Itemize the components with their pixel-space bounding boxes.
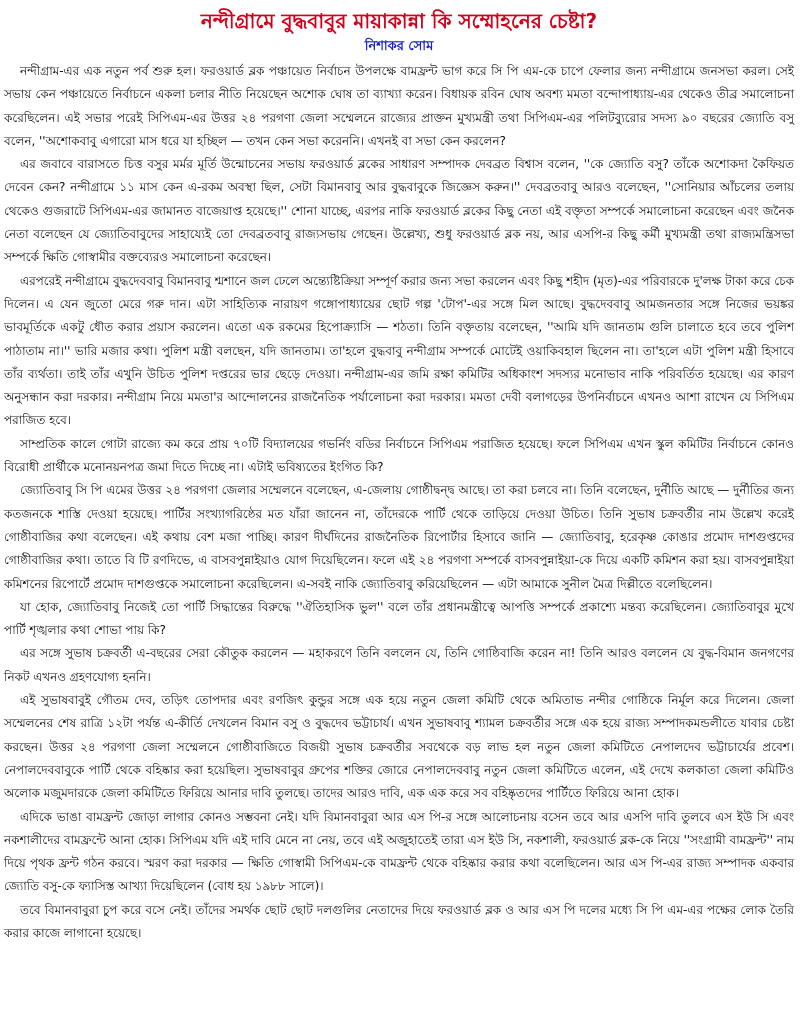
article-title: নন্দীগ্রামে বুদ্ধবাবুর মায়াকান্না কি সম্মোহনের চেষ্টা? [200,9,598,33]
article-paragraph: জ্যোতিবাবু সি পি এমের উত্তর ২৪ পরগণা জেলার সম্মেলনে বলেছেন, এ-জেলায় গোষ্ঠীদ্বন্দ্ব আছে। তা করা চলবে না। তিনি বলেছেন, দুর্নীতি আছে — দুর্নীতির জন্য কতজনকে শাস্তি দেওয়া হয়েছে। পার্টির সংখ্যাগরিষ্ঠের মত যাঁরা জানেন না, তাঁদেরকে পার্টি থেকে তাড়িয়ে দেওয়া উচিত। তিনি সুভাষ চক্রবর্তীর নাম উল্লেখ করেই গোষ্ঠীবাজির কথা বলেছেন। এই কথায় বেশ মজা পাচ্ছি। কারণ দীর্ঘদিনের রাজনৈতিক রিপোর্টার হিসাবে জানি — জ্যোতিবাবু, হরেকৃষ্ণ কোঙার প্রমোদ দাশগুপ্তদের গোষ্ঠীবাজির কথা। তাতে বি টি রণদিভে, এ বাসবপুন্নাইয়াও যোগ দিয়েছিলেন। ফলে এই ২৪ পরগণা সম্পর্কে বাসবপুন্নাইয়া-কে দিয়ে একটি কমিশন করা হয়। বাসবপুন্নাইয়া কমিশনের রিপোর্টে প্রমোদ দাশগুপ্তকে সমালোচনা করেছিলেন। এ-সবই নাকি জ্যোতিবাবু করিয়েছিলেন — এটা আমাকে সুনীল মৈত্র দিল্লীতে বলেছিলেন। [4,483,794,591]
article-body [4,60,794,945]
article-paragraph: এই সুভাষবাবুই গৌতম দেব, তড়িৎ তোপদার এবং রণজিৎ কুন্ডুর সঙ্গে এক হয়ে নতুন জেলা কমিটি থেকে অমিতাভ নন্দীর গোষ্ঠিকে নির্মূল করে দিলেন। জেলা সম্মেলনের শেষ রাত্রি ১২টা পর্যন্ত এ-কীর্তি দেখলেন বিমান বসু ও বুদ্ধদেব ভট্টাচার্য। এখন সুভাষবাবু শ্যামল চক্রবর্তীর সঙ্গে এক হয়ে রাজ্য সম্পাদকমন্ডলীতে যাবার চেষ্টা করছেন। উত্তর ২৪ পরগণা জেলা সম্মেলনে গোষ্ঠীবাজিতে বিজয়ী সুভাষ চক্রবর্তীর সবথেকে বড় লাভ হল নতুন জেলা কমিটিতে নেপালদেব ভট্টাচার্যের প্রবেশ। নেপালদেববাবুকে পার্টি থেকে বহিষ্কার করা হয়েছিল। সুভাষবাবুর গ্রুপের শক্তির জোরে নেপালদেববাবু নতুন জেলা কমিটিতে এলেন, এই দেখে কলকাতা জেলা কমিটিও অলোক মজুমদারকে জেলা কমিটিতে ফিরিয়ে আনার দাবি তুলছে। তাদের আরও দাবি, এক এক করে সব বহিষ্কৃতদের পার্টিতে ফিরিয়ে আনা হোক। [4,693,794,801]
article-author: নিশাকর সোম [364,39,434,54]
article-paragraph: নন্দীগ্রাম-এর এক নতুন পর্ব শুরু হল। ফরওয়ার্ড ব্লক পঞ্চায়েত নির্বাচন উপলক্ষে বামফ্রন্ট ভাগ করে সি পি এম-কে চাপে ফেলার জন্য নন্দীগ্রামে জনসভা করল। সেই সভায় কেন পঞ্চায়েতে নির্বাচনে একলা চলার নীতি নিয়েছেন অশোক ঘোষ তা ব্যাখ্যা করেন। বিধায়ক রবিন ঘোষ অবশ্য মমতা বন্দোপাধ্যায়-এর থেকেও তীব্র সমালোচনা করেছিলেন। এই সভার পরেই সিপিএম-এর উত্তর ২৪ পরগণা জেলা সম্মেলনে রাজ্যের প্রাক্তন মুখ্যমন্ত্রী তথা সিপিএম-এর পলিটব্যুরোর সদস্য ৯০ বছরের জ্যোতি বসু বলেন, ''অশোকবাবু এগারো মাস ধরে যা হচ্ছিল — তখন কেন সভা করেননি। এখনই বা সভা কেন করলেন? [4,64,794,148]
article-paragraph: এর জবাবে বারাসতে চিত্ত বসুর মর্মর মূর্তি উন্মোচনের সভায় ফরওয়ার্ড ব্লকের সাধারণ সম্পাদক দেবব্রত বিশ্বাস বলেন, ''কে জ্যোতি বসু? তাঁকে অশোকদা কৈফিয়ত দেবেন কেন? নন্দীগ্রামে ১১ মাস কেন এ-রকম অবস্থা ছিল, সেটা বিমানবাবু আর বুদ্ধবাবুকে জিজ্ঞেস করুন।'' দেবব্রতবাবু আরও বলেছেন, ''সোনিয়ার আঁচলের তলায় থেকেও গুজরাটে সিপিএম-এর জামানত বাজেয়াপ্ত হয়েছে।'' শোনা যাচ্ছে, এরপর নাকি ফরওয়ার্ড ব্লকের কিছু নেতা এই বক্তৃতা সম্পর্কে সমালোচনা করেছেন এবং জনৈক নেতা বলেছেন যে জ্যোতিবাবুদের সাহায্যেই তো দেবব্রতবাবু রাজ্যসভায় গেছেন। উল্লেখ্য, শুধু ফরওয়ার্ড ব্লক নয়, আর এসপি-র কিছু কর্মী মুখ্যমন্ত্রী তথা রাজ্যমন্ত্রিসভা সম্পর্কে ক্ষিতি গোস্বামীর বক্তব্যেরও সমালোচনা করেছেন। [4,157,794,265]
article-paragraph: তবে বিমানবাবুরা চুপ করে বসে নেই। তাঁদের সমর্থক ছোট ছোট দলগুলির নেতাদের দিয়ে ফরওয়ার্ড ব্লক ও আর এস পি দলের মধ্যে সি পি এম-এর পক্ষের লোক তৈরি করার কাজে লাগানো হয়েছে। [4,902,794,940]
article-paragraph: এরপরেই নন্দীগ্রামে বুদ্ধদেববাবু বিমানবাবু শ্মশানে জল ঢেলে অন্ত্যেষ্টিক্রিয়া সম্পূর্ণ করার জন্য সভা করলেন এবং কিছু শহীদ (মৃত)-এর পরিবারকে দু'লক্ষ টাকা করে চেক দিলেন। এ যেন জুতো মেরে গরু দান। এটা সাহিত্যিক নারায়ণ গঙ্গোপাধ্যায়ের ছোট গল্প 'টোপ'-এর সঙ্গে মিল আছে। বুদ্ধদেববাবু আমজনতার সঙ্গে নিজের ভয়ঙ্কর ভাবমূর্তিকে একটু ধৌত করার প্রয়াস করলেন। এতো এক রকমের হিপোক্র্যাসি — শঠতা। তিনি বক্তৃতায় বলেছেন, ''আমি যদি জানতাম গুলি চালাতে হবে তবে পুলিশ পাঠাতাম না।'' ভারি মজার কথা। পুলিশ মন্ত্রী বলছেন, যদি জানতাম। তা'হলে বুদ্ধবাবু নন্দীগ্রাম সম্পর্কে মোটেই ওয়াকিবহাল ছিলেন না। তা'হলে এটা পুলিশ মন্ত্রী হিসাবে তাঁর ব্যর্থতা। তাই তাঁর এখুনি উচিত পুলিশ দপ্তরের ভার ছেড়ে দেওয়া। নন্দীগ্রাম-এর জমি রক্ষা কমিটির অধিকাংশ সদস্যর মনোভাব নাকি পরিবর্তিত হয়েছে। এর কারণ অনুসন্ধান করা দরকার। নন্দীগ্রাম নিয়ে মমতা'র আন্দোলনের রাজনৈতিক পর্যালোচনা করা দরকার। মমতা দেবী বলাগড়ের উপনির্বাচনে এখনও আশা রাখেন যে সিপিএম পরাজিত হবে। [4,273,794,428]
article-paragraph: এদিকে ভাঙা বামফ্রন্ট জোড়া লাগার কোনও সম্ভবনা নেই। যদি বিমানবাবুরা আর এস পি-র সঙ্গে আলোচনায় বসেন তবে আর এসপি দাবি তুলবে এস ইউ সি এবং নকশালীদের বামফ্রন্টে আনা হোক। সিপিএম যদি এই দাবি মেনে না নেয়, তবে এই অজুহাতেই তারা এস ইউ সি, নকশালী, ফরওয়ার্ড ব্লক-কে নিয়ে ''সংগ্রামী বামফ্রন্ট'' নাম দিয়ে পৃথক ফ্রন্ট গঠন করবে। স্মরণ করা দরকার — ক্ষিতি গোস্বামী সিপিএম-কে বামফ্রন্ট থেকে বহিষ্কার করার কথা বলেছিলেন। আর এস পি-এর রাজ্য সম্পাদক একবার জ্যোতি বসু-কে ফ্যাসিস্ত আখ্যা দিয়েছিলেন (বোধ হয় ১৯৮৮ সালে)। [4,809,794,894]
article-paragraph: এর সঙ্গে সুভাষ চক্রবর্তী এ-বছরের সেরা কৌতুক করলেন — মহাকরণে তিনি বললেন যে, তিনি গোষ্ঠিবাজি করেন না! তিনি আরও বললেন যে বুদ্ধ-বিমান জনগণের নিকট এখনও গ্রহণযোগ্য হননি। [4,646,794,684]
article-paragraph: সাম্প্রতিক কালে গোটা রাজ্যে কম করে প্রায় ৭০টি বিদ্যালয়ের গভর্নিং বডির নির্বাচনে সিপিএম পরাজিত হয়েছে। ফলে সিপিএম এখন স্কুল কমিটির নির্বাচনে কোনও বিরোধী প্রার্থীকে মনোনয়নপত্র জমা দিতে দিচ্ছে না। এটাই ভবিষ্যতের ইংগিত কি? [4,436,794,475]
article-paragraph: যা হোক, জ্যোতিবাবু নিজেই তো পার্টি সিদ্ধান্তের বিরুদ্ধে ''ঐতিহাসিক ভুল'' বলে তাঁর প্রধানমন্ত্রীত্বে আপত্তি সম্পর্কে প্রকাশ্যে মন্তব্য করেছিলেন। জ্যোতিবাবুর মুখে পার্টি শৃঙ্খলার কথা শোভা পায় কি? [4,599,794,638]
